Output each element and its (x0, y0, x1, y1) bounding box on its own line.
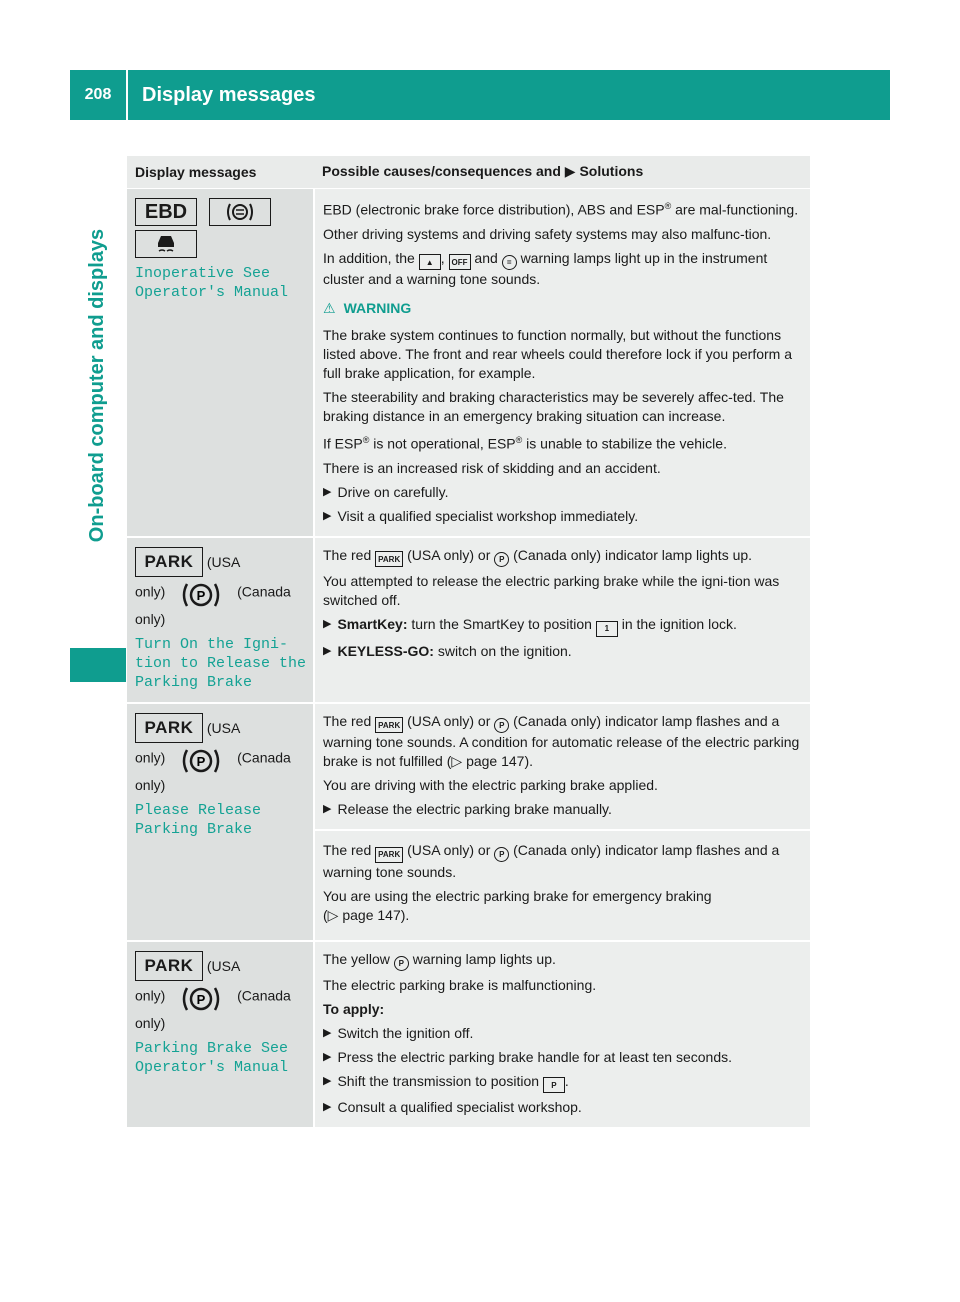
display-message-text: Inoperative See Operator's Manual (135, 265, 289, 301)
step-text: Switch the ignition off. (337, 1024, 474, 1041)
text: (USA (206, 553, 241, 570)
warning-heading (323, 299, 802, 318)
park-icon: PARK (135, 547, 203, 577)
arrow-icon: ▶ (323, 1050, 332, 1063)
col2-prefix: Possible causes/consequences and (322, 163, 561, 179)
cause-paragraph: Other driving systems and driving safety systems may also malfunc-tion. (323, 225, 772, 242)
cause-paragraph: You attempted to release the electric parking brake while the igni-tion was switched off. (323, 573, 780, 609)
parking-brake-circle-icon (173, 747, 229, 775)
car-icon: ▲ (419, 254, 441, 270)
text: SmartKey: (337, 616, 408, 633)
text: Shift the transmission to position (337, 1072, 540, 1089)
parking-brake-circle-icon: P (494, 718, 509, 733)
text: (USA (206, 957, 241, 974)
solution-cell (314, 941, 810, 1129)
display-messages-table (127, 156, 810, 1129)
side-tab-block (70, 648, 126, 682)
arrow-icon: ▶ (323, 1026, 332, 1039)
svg-text:P: P (196, 587, 206, 603)
text: (USA only) or (407, 712, 491, 729)
side-label: On-board computer and displays (86, 228, 109, 542)
col-causes-solutions (314, 156, 810, 189)
step-text: Visit a qualified specialist workshop immediately. (337, 507, 639, 524)
text: is unable to stabilize the vehicle. (522, 435, 727, 452)
arrow-icon: ▶ (564, 163, 576, 179)
step-text (337, 1072, 568, 1094)
solution-step (323, 1072, 802, 1094)
message-cell (127, 941, 314, 1129)
ebd-icon: EBD (135, 198, 197, 226)
step-text (337, 615, 736, 637)
arrow-icon: ▶ (323, 644, 332, 657)
display-message-text: Please Release Parking Brake (135, 801, 262, 838)
warning-paragraph: The steerability and braking characteristics may be severely affec-ted. The braking distance in an emergency braking situation can increase. (323, 389, 784, 425)
cause-paragraph: You are driving with the electric parking brake applied. (323, 777, 658, 794)
registered-mark: ® (515, 435, 523, 446)
lamp-description (135, 951, 307, 1033)
text: only) (135, 987, 166, 1004)
text: (USA only) or (407, 546, 491, 563)
solution-step (323, 800, 802, 819)
text: (Canada only) indicator lamp flashes and a warning tone sounds. A condition for automatic release of the electric parking brake is not fulfilled ( (323, 712, 800, 770)
step-text (337, 642, 571, 661)
warning-paragraph: There is an increased risk of skidding and an accident. (323, 459, 661, 476)
registered-mark: ® (664, 201, 672, 211)
cause-paragraph (323, 887, 802, 925)
esp-car-icon (135, 230, 197, 258)
arrow-icon: ▶ (323, 1074, 332, 1087)
solution-cell (314, 189, 810, 537)
cause-paragraph (323, 249, 802, 290)
warning-title: WARNING (343, 300, 412, 317)
warning-triangle-icon: ⚠ (323, 300, 336, 317)
text: ( (323, 906, 328, 923)
solution-step (323, 507, 802, 526)
table-row (127, 537, 810, 703)
text: (USA (206, 719, 241, 736)
side-label-container (70, 120, 126, 650)
parking-brake-circle-icon (173, 985, 229, 1013)
solution-step (323, 642, 802, 661)
text: , (440, 249, 445, 266)
parking-brake-circle-icon: P (394, 956, 409, 971)
arrow-icon: ▶ (323, 485, 332, 498)
solution-step (323, 1024, 802, 1043)
text: only) (135, 610, 166, 627)
cause-paragraph (323, 712, 802, 772)
cause-paragraph: To apply: (323, 1000, 385, 1017)
arrow-icon: ▶ (323, 509, 332, 522)
page-number: 208 (70, 70, 128, 120)
step-text: Press the electric parking brake handle for at least ten seconds. (337, 1048, 733, 1065)
page-pointer-icon: ▷ (451, 753, 463, 770)
text: turn the SmartKey to position (411, 616, 592, 633)
solution-cell (314, 703, 810, 941)
step-text: Consult a qualified specialist workshop. (337, 1099, 582, 1116)
page-pointer-icon: ▷ (327, 906, 339, 923)
text: are mal-functioning. (671, 201, 799, 218)
arrow-icon: ▶ (323, 803, 332, 816)
message-cell (127, 189, 314, 537)
park-icon: PARK (375, 551, 403, 567)
abs-icon (209, 198, 271, 226)
text: You are using the electric parking brake for emergency braking (323, 887, 712, 904)
text: EBD (electronic brake force distribution), ABS and ESP (323, 201, 665, 218)
text: only) (135, 749, 166, 766)
solution-step (323, 483, 802, 502)
text: (USA only) or (407, 842, 491, 859)
arrow-icon: ▶ (323, 618, 332, 631)
text: In addition, the (323, 249, 415, 266)
text: The red (323, 712, 372, 729)
text: warning lamp lights up. (412, 950, 556, 967)
text: page 147). (466, 753, 534, 770)
solution-cell (314, 537, 810, 703)
cause-paragraph (323, 841, 802, 882)
step-text: Drive on carefully. (337, 483, 449, 500)
col2-suffix: Solutions (579, 163, 644, 179)
cause-paragraph (323, 197, 802, 220)
text: switch on the ignition. (437, 642, 572, 659)
table-header-row (127, 156, 810, 189)
cause-paragraph: The electric parking brake is malfunctioning. (323, 976, 597, 993)
svg-text:P: P (196, 991, 206, 1007)
position-1-icon: 1 (596, 621, 618, 637)
message-cell (127, 537, 314, 703)
text: KEYLESS-GO: (337, 642, 434, 659)
text: (Canada (237, 583, 291, 600)
text: and (474, 249, 498, 266)
abs-icon: = (502, 255, 517, 270)
display-message-text: Turn On the Igni‐ tion to Release the Parking Brake (135, 635, 307, 691)
text: only) (135, 583, 166, 600)
position-p-icon: P (543, 1077, 565, 1093)
divider (315, 829, 810, 831)
text: only) (135, 1014, 166, 1031)
registered-mark: ® (362, 435, 370, 446)
solution-step (323, 1098, 802, 1117)
table-row (127, 941, 810, 1129)
step-text: Release the electric parking brake manually. (337, 801, 612, 818)
text: The red (323, 842, 372, 859)
message-cell (127, 703, 314, 941)
lamp-description (135, 547, 307, 629)
warning-paragraph: The brake system continues to function normally, but without the functions listed above. The front and rear wheels could therefore lock if you perform a full brake application, for example. (323, 327, 792, 382)
esp-off-icon: OFF (449, 254, 471, 270)
warning-paragraph (323, 431, 802, 454)
solution-step (323, 1048, 802, 1067)
text: only) (135, 776, 166, 793)
table-row (127, 703, 810, 941)
text: warning lamps light up in the instrument cluster and a warning tone sounds. (323, 249, 768, 288)
col-display-messages: Display messages (127, 156, 314, 189)
text: . (564, 1072, 569, 1089)
parking-brake-circle-icon (173, 581, 229, 609)
text: If ESP (323, 435, 363, 452)
park-icon: PARK (135, 951, 203, 981)
parking-brake-circle-icon: P (494, 847, 509, 862)
text: in the ignition lock. (621, 616, 737, 633)
display-message-text: Parking Brake See Operator's Manual (135, 1039, 289, 1076)
solution-step (323, 615, 802, 637)
header-title: Display messages (142, 83, 316, 106)
svg-text:P: P (196, 753, 206, 769)
arrow-icon: ▶ (323, 1101, 332, 1114)
text: (Canada (237, 987, 291, 1004)
table-row (127, 189, 810, 537)
parking-brake-circle-icon: P (494, 552, 509, 567)
park-icon: PARK (135, 713, 203, 743)
park-icon: PARK (375, 717, 403, 733)
header-bar (70, 70, 890, 120)
cause-paragraph (323, 950, 802, 971)
lamp-description (135, 713, 307, 795)
cause-paragraph (323, 546, 802, 568)
text: The yellow (323, 950, 390, 967)
text: page 147). (342, 906, 410, 923)
text: (Canada (237, 749, 291, 766)
park-icon: PARK (375, 847, 403, 863)
text: (Canada only) indicator lamp flashes and a warning tone sounds. (323, 842, 780, 880)
text: (Canada only) indicator lamp lights up. (513, 546, 753, 563)
text: is not operational, ESP (369, 435, 516, 452)
text: The red (323, 546, 372, 563)
